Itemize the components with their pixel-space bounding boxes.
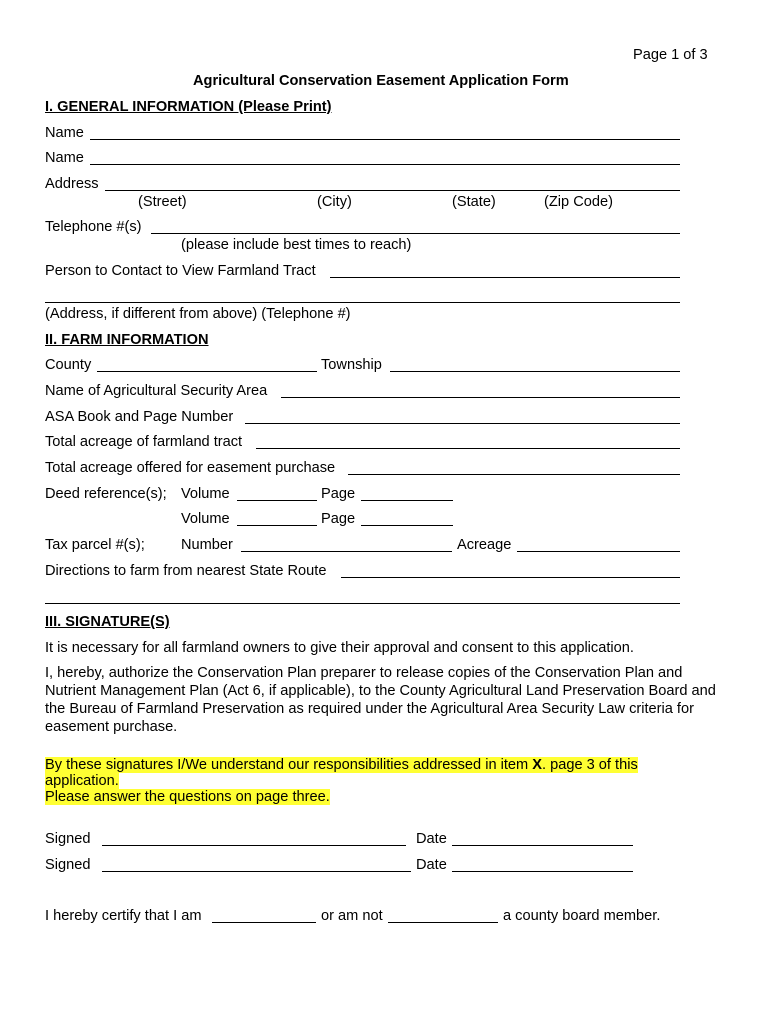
directions-field[interactable] [341, 577, 680, 578]
volume-field-2[interactable] [237, 525, 317, 526]
page-label-2: Page [321, 511, 356, 527]
date-label-1: Date [416, 831, 447, 847]
section-signature-heading: III. SIGNATURE(S) [45, 614, 170, 630]
zip-caption: (Zip Code) [544, 194, 613, 210]
address-field[interactable] [105, 190, 680, 191]
number-label: Number [181, 537, 233, 553]
tax-parcel-label: Tax parcel #(s); [45, 537, 145, 553]
township-label: Township [321, 357, 382, 373]
directions-field-line-2[interactable] [45, 603, 680, 604]
certify-text-1: I hereby certify that I am [45, 908, 202, 924]
asa-book-label: ASA Book and Page Number [45, 409, 234, 425]
name-label-2: Name [45, 150, 84, 166]
authorization-paragraph: I, hereby, authorize the Conservation Plan preparer to release copies of the Conservation Plan and Nutrient Management Plan (Act 6, if applicable), to the County Agricultural Land Preservation Board and the Bureau of Farmland Preservation as required under the Agricultural Area Security Law criteria for easement purchase. [45, 665, 716, 735]
notice-item-x: X [532, 757, 542, 773]
volume-label-1: Volume [181, 486, 230, 502]
contact-note: (Address, if different from above) (Telephone #) [45, 306, 351, 322]
contact-field[interactable] [330, 277, 680, 278]
contact-label: Person to Contact to View Farmland Tract [45, 263, 316, 279]
notice-text-1: By these signatures I/We understand our responsibilities addressed in item [45, 757, 533, 773]
signed-label-1: Signed [45, 831, 91, 847]
certify-am-field[interactable] [212, 922, 316, 923]
form-title: Agricultural Conservation Easement Application Form [193, 73, 569, 89]
signature-field-2[interactable] [102, 871, 411, 872]
tax-acreage-field[interactable] [517, 551, 680, 552]
date-label-2: Date [416, 857, 447, 873]
asa-name-label: Name of Agricultural Security Area [45, 383, 268, 399]
certify-am-not-field[interactable] [388, 922, 498, 923]
page-field-1[interactable] [361, 500, 453, 501]
notice-text-3: Please answer the questions on page three. [45, 789, 330, 805]
responsibilities-notice [45, 757, 685, 805]
asa-book-field[interactable] [245, 423, 680, 424]
signed-label-2: Signed [45, 857, 91, 873]
volume-field-1[interactable] [237, 500, 317, 501]
page-field-2[interactable] [361, 525, 453, 526]
consent-paragraph: It is necessary for all farmland owners to give their approval and consent to this application. [45, 640, 634, 656]
city-caption: (City) [317, 194, 352, 210]
offered-acreage-field[interactable] [348, 474, 680, 475]
date-field-1[interactable] [452, 845, 633, 846]
telephone-field[interactable] [151, 233, 680, 234]
deed-label: Deed reference(s); [45, 486, 167, 502]
offered-acreage-label: Total acreage offered for easement purchase [45, 460, 336, 476]
street-caption: (Street) [138, 194, 187, 210]
section-farm-heading: II. FARM INFORMATION [45, 332, 209, 348]
telephone-note: (please include best times to reach) [181, 237, 412, 253]
date-field-2[interactable] [452, 871, 633, 872]
section-general-heading: I. GENERAL INFORMATION (Please Print) [45, 99, 332, 115]
state-caption: (State) [452, 194, 496, 210]
county-label: County [45, 357, 92, 373]
notice-text-2: . page 3 of this application. [45, 757, 638, 789]
asa-name-field[interactable] [281, 397, 680, 398]
county-field[interactable] [97, 371, 317, 372]
tax-number-field[interactable] [241, 551, 452, 552]
name-field-2[interactable] [90, 164, 680, 165]
page-number: Page 1 of 3 [633, 47, 708, 63]
telephone-label: Telephone #(s) [45, 219, 142, 235]
volume-label-2: Volume [181, 511, 230, 527]
name-label-1: Name [45, 125, 84, 141]
township-field[interactable] [390, 371, 680, 372]
signature-field-1[interactable] [102, 845, 406, 846]
address-label: Address [45, 176, 99, 192]
acreage-label: Acreage [457, 537, 512, 553]
directions-label: Directions to farm from nearest State Route [45, 563, 327, 579]
contact-field-line-2[interactable] [45, 302, 680, 303]
certify-text-2: or am not [321, 908, 383, 924]
total-acreage-label: Total acreage of farmland tract [45, 434, 243, 450]
certify-text-3: a county board member. [503, 908, 661, 924]
page-label-1: Page [321, 486, 356, 502]
name-field-1[interactable] [90, 139, 680, 140]
total-acreage-field[interactable] [256, 448, 680, 449]
